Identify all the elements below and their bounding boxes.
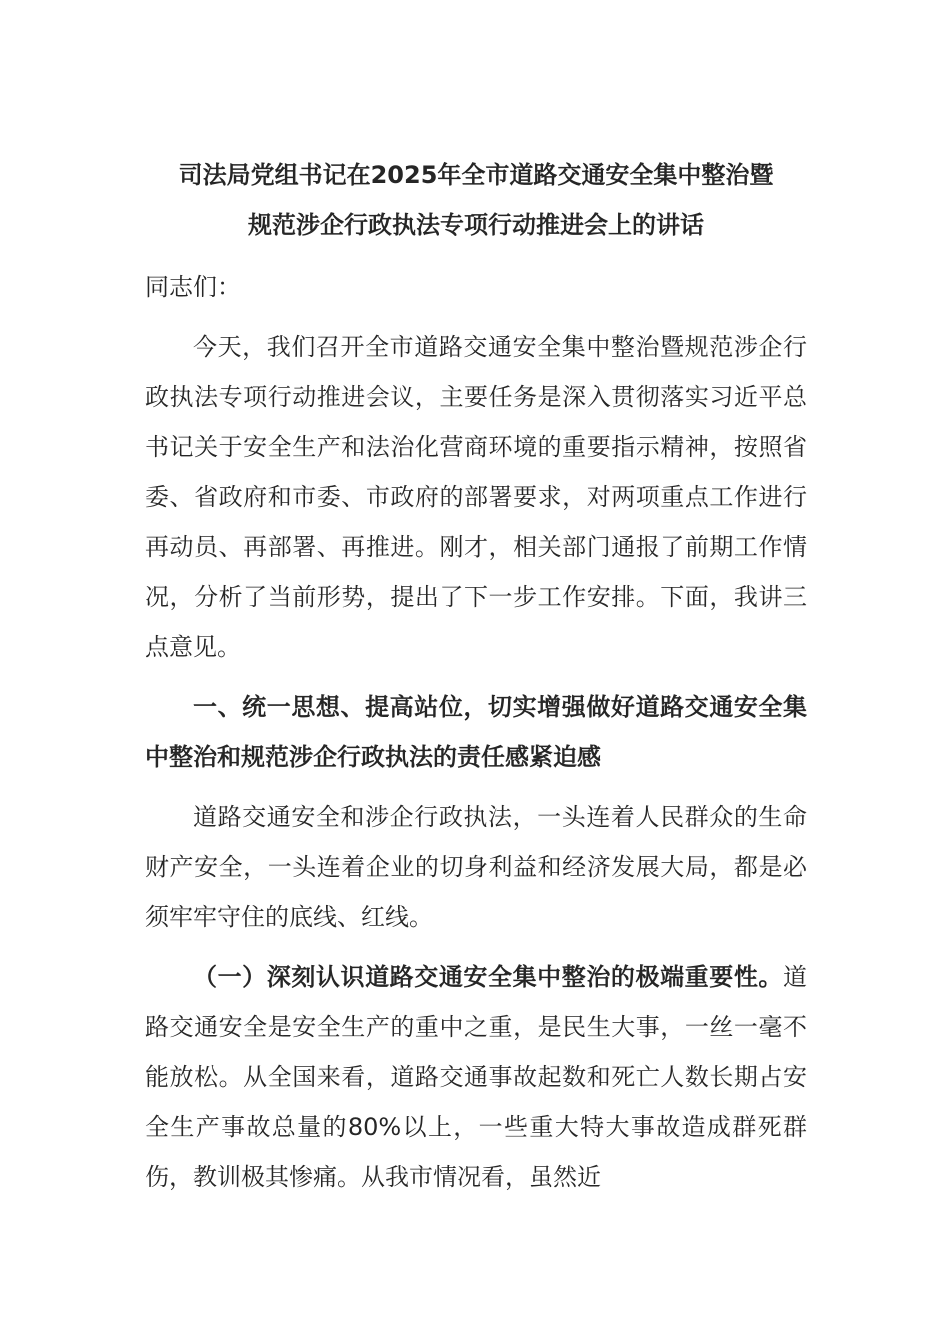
subsection-1-body: 道路交通安全是安全生产的重中之重，是民生大事，一丝一毫不能放松。从全国来看，道路交通事故起数和死亡人数长期占安全生产事故总量的80%以上，一些重大特大事故造成群死群伤，教训极其惨痛。从我市情况看，虽然近 [145,963,807,1191]
section-1-heading: 一、统一思想、提高站位，切实增强做好道路交通安全集中整治和规范涉企行政执法的责任感紧迫感 [145,693,807,771]
salutation: 同志们： [145,273,241,301]
document-title [145,150,807,250]
subsection-1-lead: （一）深刻认识道路交通安全集中整治的极端重要性。 [193,963,783,991]
opening-paragraph: 今天，我们召开全市道路交通安全集中整治暨规范涉企行政执法专项行动推进会议，主要任务是深入贯彻落实习近平总书记关于安全生产和法治化营商环境的重要指示精神，按照省委、省政府和市委、市政府的部署要求，对两项重点工作进行再动员、再部署、再推进。刚才，相关部门通报了前期工作情况，分析了当前形势，提出了下一步工作安排。下面，我讲三点意见。 [145,333,807,661]
section-1-paragraph: 道路交通安全和涉企行政执法，一头连着人民群众的生命财产安全，一头连着企业的切身利益和经济发展大局，都是必须牢牢守住的底线、红线。 [145,803,807,931]
title-line-2: 规范涉企行政执法专项行动推进会上的讲话 [248,211,704,239]
title-line-1: 司法局党组书记在2025年全市道路交通安全集中整治暨 [178,161,774,189]
subsection-1-paragraph [145,952,807,1202]
document-page [145,150,807,1202]
